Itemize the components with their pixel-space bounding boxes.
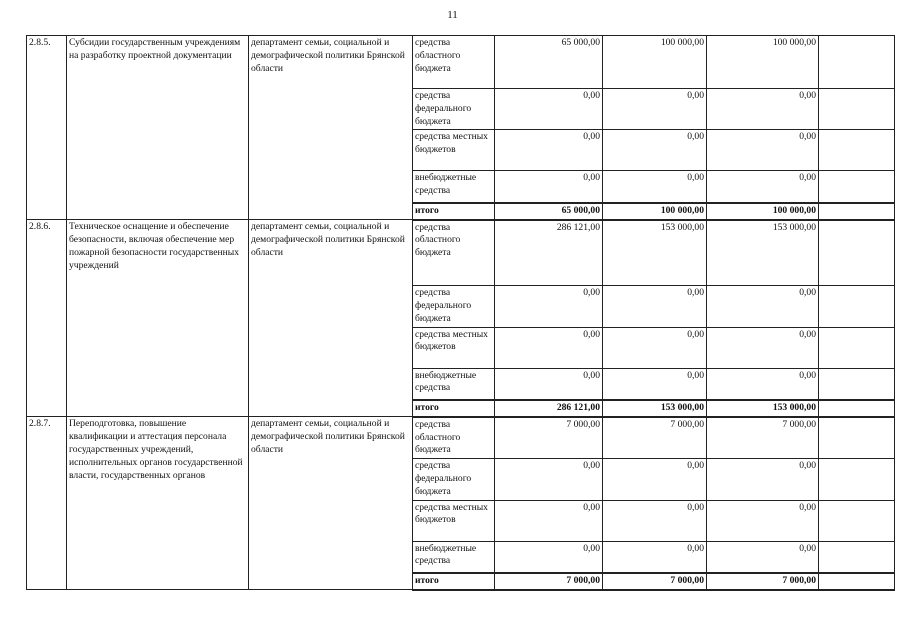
- amount-v3: 7 000,00: [707, 573, 819, 590]
- amount-v3: 153 000,00: [707, 400, 819, 417]
- amount-v1: 0,00: [495, 327, 603, 368]
- amount-v2: 153 000,00: [603, 220, 707, 286]
- item-executor: департамент семьи, социальной и демографической политики Брянской области: [249, 36, 413, 220]
- empty-cell: [819, 286, 895, 327]
- empty-cell: [819, 171, 895, 203]
- amount-v3: 0,00: [707, 368, 819, 400]
- amount-v3: 0,00: [707, 171, 819, 203]
- empty-cell: [819, 417, 895, 459]
- budget-table: [26, 35, 895, 591]
- funding-source: средства федерального бюджета: [413, 459, 495, 500]
- amount-v2: 0,00: [603, 500, 707, 541]
- empty-cell: [819, 400, 895, 417]
- funding-source: средства местных бюджетов: [413, 500, 495, 541]
- amount-v3: 153 000,00: [707, 220, 819, 286]
- amount-v2: 7 000,00: [603, 573, 707, 590]
- item-code: 2.8.6.: [27, 220, 67, 417]
- empty-cell: [819, 573, 895, 590]
- item-name: Переподготовка, повышение квалификации и аттестация персонала государственных учреждений, исполнительных органов государственной власти, государственных органов: [67, 417, 249, 590]
- funding-source: внебюджетные средства: [413, 541, 495, 573]
- amount-v3: 0,00: [707, 286, 819, 327]
- source-row: [27, 220, 895, 286]
- amount-v1: 286 121,00: [495, 220, 603, 286]
- amount-v1: 0,00: [495, 500, 603, 541]
- amount-v2: 100 000,00: [603, 203, 707, 220]
- funding-source: итого: [413, 400, 495, 417]
- amount-v1: 0,00: [495, 368, 603, 400]
- amount-v3: 100 000,00: [707, 36, 819, 89]
- item-executor: департамент семьи, социальной и демографической политики Брянской области: [249, 417, 413, 590]
- empty-cell: [819, 459, 895, 500]
- amount-v2: 0,00: [603, 327, 707, 368]
- amount-v3: 0,00: [707, 459, 819, 500]
- funding-source: итого: [413, 203, 495, 220]
- amount-v2: 0,00: [603, 541, 707, 573]
- amount-v3: 0,00: [707, 327, 819, 368]
- item-executor: департамент семьи, социальной и демографической политики Брянской области: [249, 220, 413, 417]
- amount-v1: 0,00: [495, 541, 603, 573]
- amount-v1: 7 000,00: [495, 573, 603, 590]
- amount-v3: 0,00: [707, 541, 819, 573]
- amount-v1: 65 000,00: [495, 203, 603, 220]
- amount-v1: 0,00: [495, 171, 603, 203]
- amount-v2: 0,00: [603, 171, 707, 203]
- amount-v1: 7 000,00: [495, 417, 603, 459]
- empty-cell: [819, 89, 895, 130]
- amount-v3: 0,00: [707, 89, 819, 130]
- source-row: [27, 36, 895, 89]
- funding-source: средства федерального бюджета: [413, 286, 495, 327]
- empty-cell: [819, 368, 895, 400]
- funding-source: итого: [413, 573, 495, 590]
- page-number: 11: [447, 9, 458, 21]
- amount-v1: 65 000,00: [495, 36, 603, 89]
- amount-v2: 0,00: [603, 368, 707, 400]
- amount-v1: 0,00: [495, 459, 603, 500]
- funding-source: средства областного бюджета: [413, 417, 495, 459]
- item-code: 2.8.7.: [27, 417, 67, 590]
- amount-v2: 0,00: [603, 89, 707, 130]
- amount-v1: 0,00: [495, 286, 603, 327]
- amount-v1: 0,00: [495, 130, 603, 171]
- funding-source: средства областного бюджета: [413, 36, 495, 89]
- amount-v3: 7 000,00: [707, 417, 819, 459]
- amount-v3: 0,00: [707, 500, 819, 541]
- funding-source: средства местных бюджетов: [413, 327, 495, 368]
- funding-source: внебюджетные средства: [413, 368, 495, 400]
- amount-v1: 286 121,00: [495, 400, 603, 417]
- empty-cell: [819, 541, 895, 573]
- empty-cell: [819, 220, 895, 286]
- item-code: 2.8.5.: [27, 36, 67, 220]
- amount-v3: 100 000,00: [707, 203, 819, 220]
- item-name: Техническое оснащение и обеспечение безопасности, включая обеспечение мер пожарной безопасности государственных учреждений: [67, 220, 249, 417]
- funding-source: внебюджетные средства: [413, 171, 495, 203]
- amount-v3: 0,00: [707, 130, 819, 171]
- amount-v2: 0,00: [603, 130, 707, 171]
- empty-cell: [819, 130, 895, 171]
- empty-cell: [819, 203, 895, 220]
- amount-v2: 0,00: [603, 286, 707, 327]
- empty-cell: [819, 327, 895, 368]
- amount-v2: 0,00: [603, 459, 707, 500]
- empty-cell: [819, 36, 895, 89]
- item-name: Субсидии государственным учреждениям на разработку проектной документации: [67, 36, 249, 220]
- amount-v1: 0,00: [495, 89, 603, 130]
- funding-source: средства областного бюджета: [413, 220, 495, 286]
- source-row: [27, 417, 895, 459]
- amount-v2: 7 000,00: [603, 417, 707, 459]
- funding-source: средства федерального бюджета: [413, 89, 495, 130]
- amount-v2: 153 000,00: [603, 400, 707, 417]
- amount-v2: 100 000,00: [603, 36, 707, 89]
- empty-cell: [819, 500, 895, 541]
- funding-source: средства местных бюджетов: [413, 130, 495, 171]
